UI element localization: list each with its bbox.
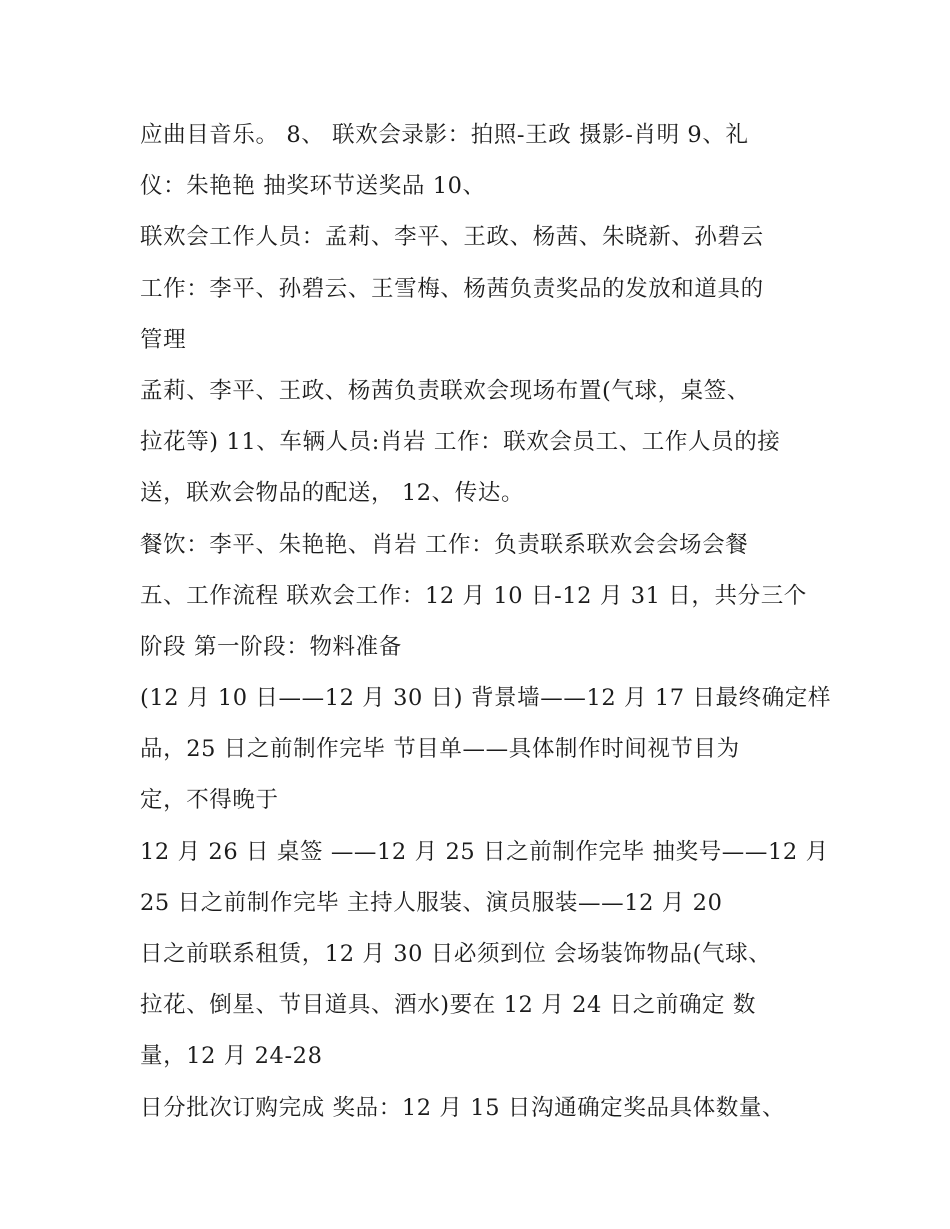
text-line: 12 月 26 日 桌签 ——12 月 25 日之前制作完毕 抽奖号——12 月 (140, 838, 829, 865)
text-line: 工作：李平、孙碧云、王雪梅、杨茜负责奖品的发放和道具的 (140, 275, 764, 302)
text-line: 孟莉、李平、王政、杨茜负责联欢会现场布置(气球，桌签、 (140, 377, 750, 404)
text-line: 25 日之前制作完毕 主持人服装、演员服装——12 月 20 (140, 889, 723, 916)
document-body (140, 110, 830, 1134)
text-line: 拉花等) 11、车辆人员:肖岩 工作：联欢会员工、工作人员的接 (140, 429, 781, 456)
text-line: 定，不得晚于 (140, 787, 279, 814)
text-line: 阶段 第一阶段：物料准备 (140, 633, 402, 660)
text-line: 五、工作流程 联欢会工作：12 月 10 日-12 月 31 日，共分三个 (140, 582, 807, 609)
text-line: 管理 (140, 326, 187, 353)
text-line: 日之前联系租赁，12 月 30 日必须到位 会场装饰物品(气球、 (140, 941, 772, 967)
text-line: 联欢会工作人员：孟莉、李平、王政、杨茜、朱晓新、孙碧云 (140, 224, 764, 251)
text-line: 品，25 日之前制作完毕 节目单——具体制作时间视节目为 (140, 736, 740, 763)
text-line: 应曲目音乐。 8、 联欢会录影：拍照-王政 摄影-肖明 9、礼 (140, 122, 749, 148)
text-line: 仪：朱艳艳 抽奖环节送奖品 10、 (140, 173, 486, 200)
text-line: 送，联欢会物品的配送， 12、传达。 (140, 480, 525, 507)
text-line: (12 月 10 日——12 月 30 日) 背景墙——12 月 17 日最终确定样 (140, 685, 832, 712)
text-line: 拉花、倒星、节目道具、酒水)要在 12 月 24 日之前确定 数 (140, 992, 756, 1019)
text-line: 量，12 月 24-28 (140, 1043, 323, 1070)
text-line: 餐饮：李平、朱艳艳、肖岩 工作：负责联系联欢会会场会餐 (140, 531, 749, 558)
text-line: 日分批次订购完成 奖品：12 月 15 日沟通确定奖品具体数量、 (140, 1094, 786, 1121)
